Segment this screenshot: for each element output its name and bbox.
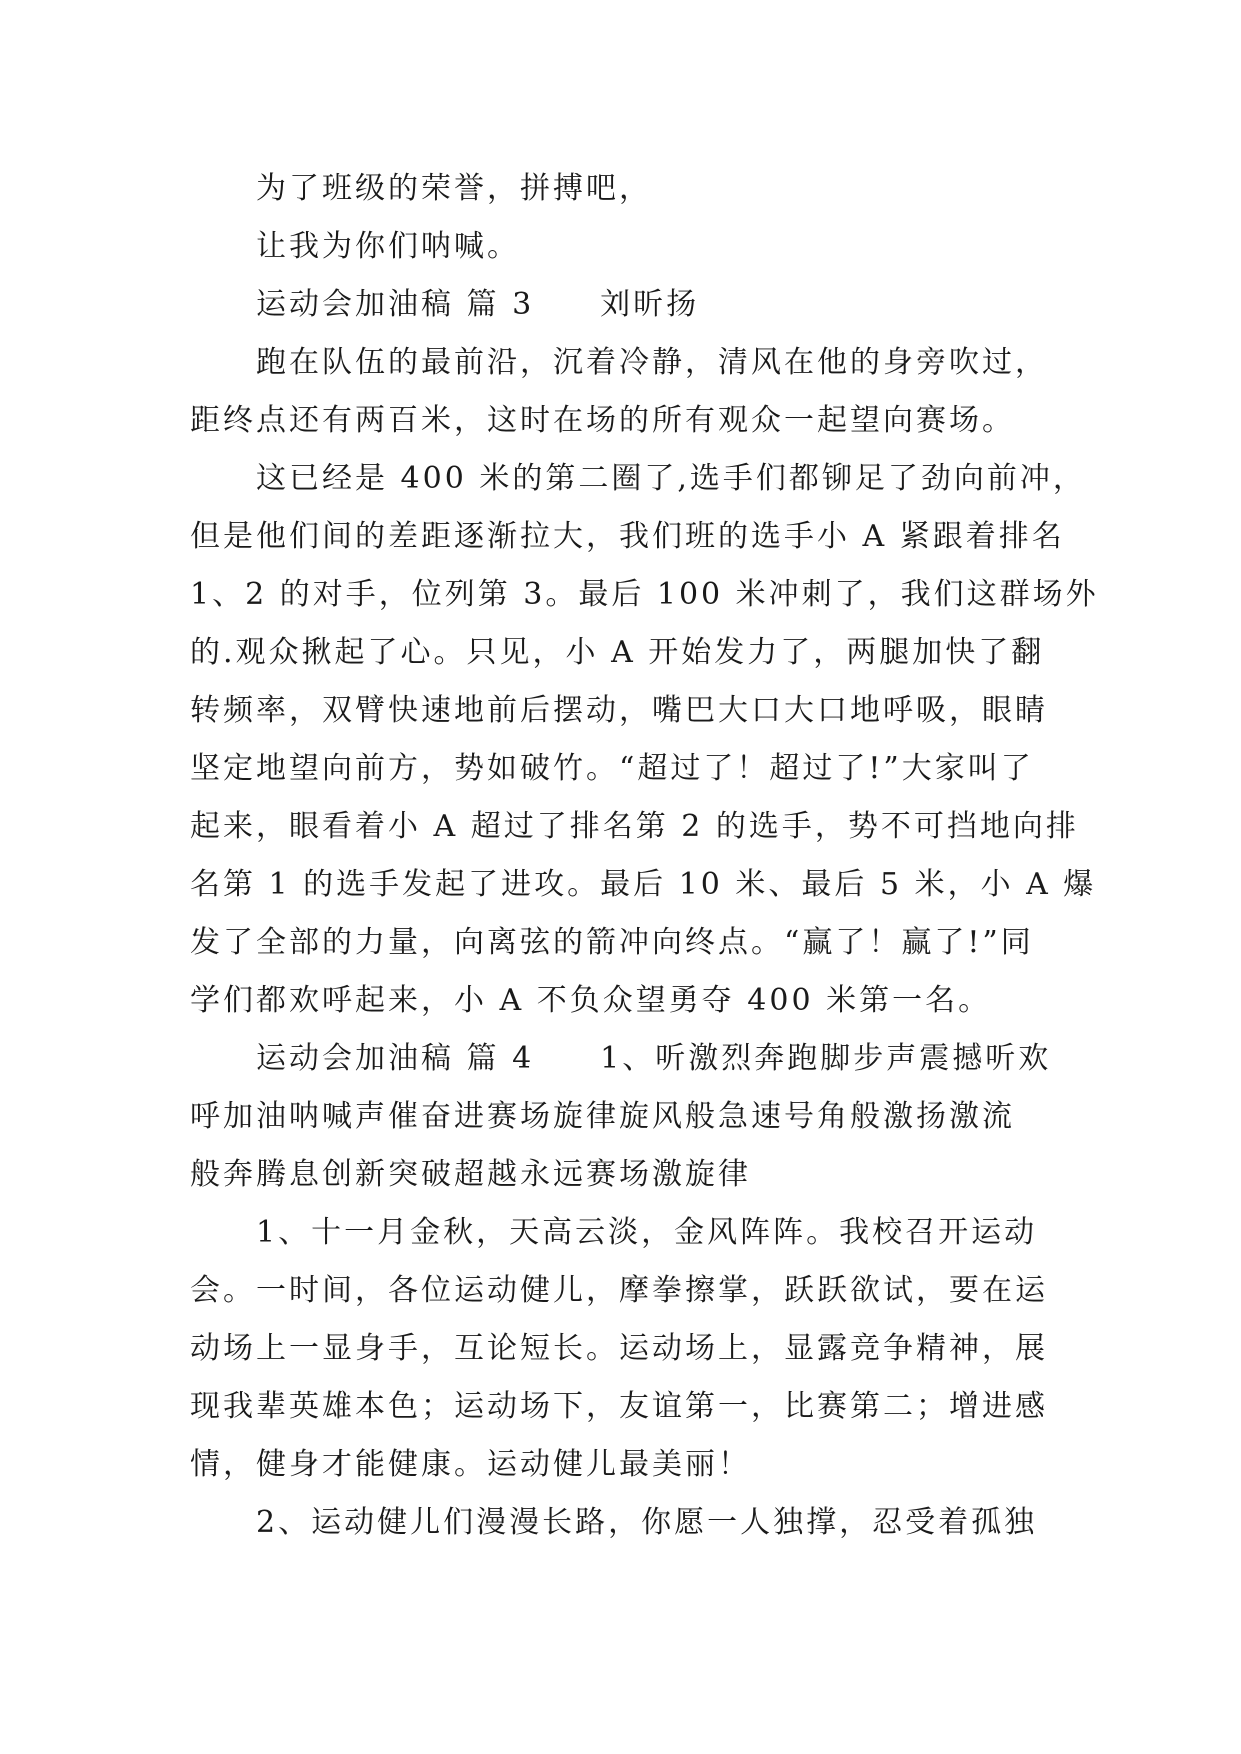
- text-line: 动场上一显身手，互论短长。运动场上，显露竞争精神，展: [190, 1331, 1048, 1366]
- text-line: 般奔腾息创新突破超越永远赛场激旋律: [190, 1157, 751, 1192]
- text-line: 距终点还有两百米，这时在场的所有观众一起望向赛场。: [190, 403, 1015, 438]
- text-line: 跑在队伍的最前沿，沉着冷静，清风在他的身旁吹过，: [256, 345, 1048, 380]
- section-title-line: [190, 276, 1052, 334]
- text-line: 让我为你们呐喊。: [256, 229, 520, 264]
- text-line: 情，健身才能健康。运动健儿最美丽！: [190, 1447, 751, 1482]
- text-line: 为了班级的荣誉，拼搏吧，: [256, 171, 652, 206]
- text-line: 转频率，双臂快速地前后摆动，嘴巴大口大口地呼吸，眼睛: [190, 693, 1048, 728]
- section-intro: 1、听激烈奔跑脚步声震撼听欢: [600, 1041, 1052, 1076]
- text-line: 发了全部的力量，向离弦的箭冲向终点。“赢了！赢了!”同: [190, 925, 1034, 960]
- text-line: 起来，眼看着小 A 超过了排名第 2 的选手，势不可挡地向排: [190, 809, 1079, 844]
- text-line: 这已经是 400 米的第二圈了,选手们都铆足了劲向前冲，: [256, 461, 1086, 496]
- text-line: 现我辈英雄本色；运动场下，友谊第一，比赛第二；增进感: [190, 1389, 1048, 1424]
- text-line: 1、十一月金秋，天高云淡，金风阵阵。我校召开运动: [256, 1215, 1038, 1250]
- text-line: 呼加油呐喊声催奋进赛场旋律旋风般急速号角般激扬激流: [190, 1099, 1015, 1134]
- section-title: 运动会加油稿 篇 3: [256, 287, 535, 322]
- text-line: 学们都欢呼起来，小 A 不负众望勇夺 400 米第一名。: [190, 983, 992, 1018]
- text-line: 的.观众揪起了心。只见，小 A 开始发力了，两腿加快了翻: [190, 635, 1045, 670]
- text-line: 但是他们间的差距逐渐拉大，我们班的选手小 A 紧跟着排名: [190, 519, 1065, 554]
- document-body: [190, 160, 1099, 1552]
- text-line: 2、运动健儿们漫漫长路，你愿一人独撑，忍受着孤独: [256, 1505, 1038, 1540]
- text-line: 会。一时间，各位运动健儿，摩拳擦掌，跃跃欲试，要在运: [190, 1273, 1048, 1308]
- text-line: 1、2 的对手，位列第 3。最后 100 米冲刺了，我们这群场外: [190, 577, 1099, 612]
- section-title: 运动会加油稿 篇 4: [256, 1041, 535, 1076]
- text-line: 名第 1 的选手发起了进攻。最后 10 米、最后 5 米，小 A 爆: [190, 867, 1097, 902]
- author-name: 刘昕扬: [600, 287, 700, 322]
- text-line: 坚定地望向前方，势如破竹。“超过了！超过了!”大家叫了: [190, 751, 1034, 786]
- section-title-line: [190, 1030, 1052, 1088]
